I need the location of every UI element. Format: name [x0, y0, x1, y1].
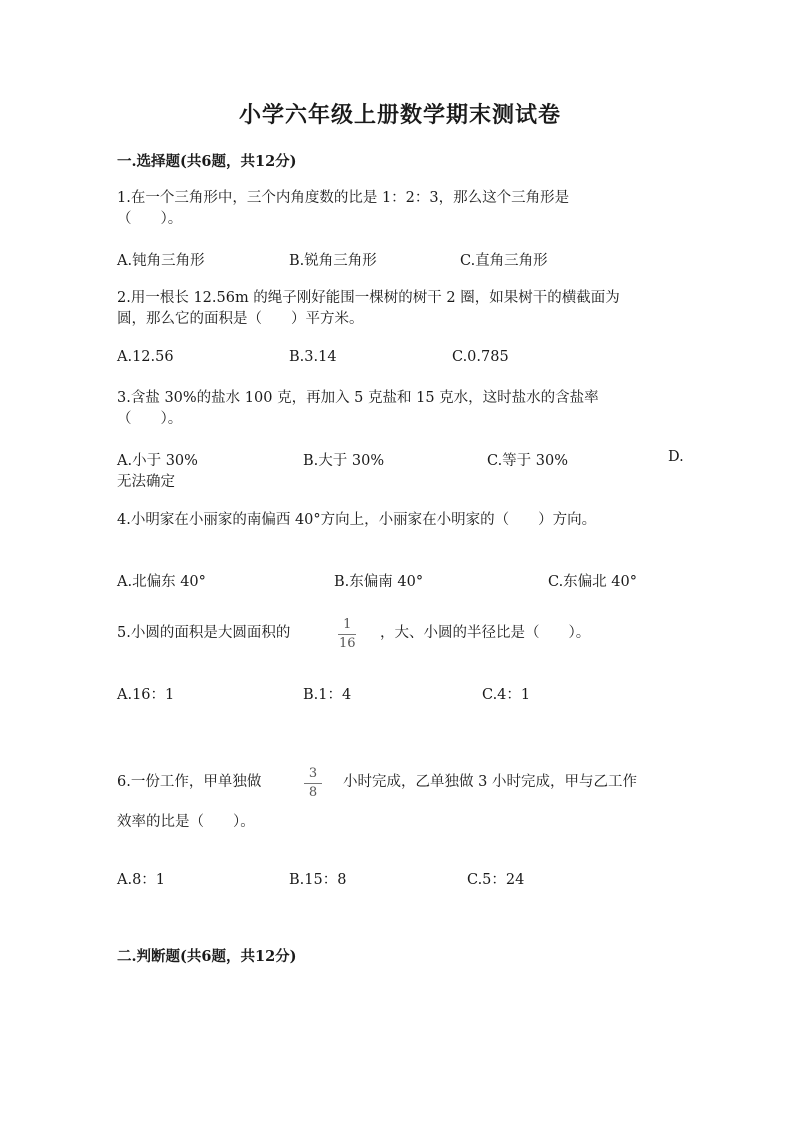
question-3-line-1: 3.含盐 30%的盐水 100 克，再加入 5 克盐和 15 克水，这时盐水的含盐率 — [117, 390, 599, 406]
question-5-prefix: 5.小圆的面积是大圆面积的 — [117, 625, 291, 641]
question-6-option-c: C.5：24 — [467, 872, 525, 888]
page-title: 小学六年级上册数学期末测试卷 — [238, 102, 561, 128]
fraction-denominator: 8 — [308, 785, 318, 800]
question-6-line-2: 效率的比是（ ）。 — [117, 814, 255, 830]
question-5-option-c: C.4：1 — [482, 687, 531, 703]
question-2-option-c: C.0.785 — [452, 349, 509, 365]
question-1-option-b: B.锐角三角形 — [289, 253, 377, 269]
question-4-option-c: C.东偏北 40° — [548, 574, 637, 590]
question-2-option-a: A.12.56 — [117, 349, 174, 365]
question-2-line-2: 圆，那么它的面积是（ ）平方米。 — [117, 311, 364, 327]
question-5-suffix: ，大、小圆的半径比是（ ）。 — [380, 625, 591, 641]
question-3-option-a: A.小于 30% — [117, 453, 198, 469]
question-4-option-a: A.北偏东 40° — [117, 574, 206, 590]
question-5-option-a: A.16：1 — [117, 687, 175, 703]
question-6-suffix: 小时完成，乙单独做 3 小时完成，甲与乙工作 — [343, 774, 637, 790]
fraction-numerator: 3 — [308, 766, 318, 781]
question-5-option-b: B.1：4 — [303, 687, 352, 703]
fraction-numerator: 1 — [343, 617, 352, 632]
question-3-option-d-text: 无法确定 — [117, 474, 175, 490]
question-3-option-b: B.大于 30% — [303, 453, 385, 469]
question-1-line-1: 1.在一个三角形中，三个内角度数的比是 1：2：3，那么这个三角形是 — [117, 190, 570, 206]
fraction-bar — [338, 634, 356, 635]
question-6-fraction — [304, 767, 322, 800]
question-3-line-2: （ ）。 — [117, 411, 183, 427]
question-6-prefix: 6.一份工作，甲单独做 — [117, 774, 262, 790]
section-heading-true-false: 二.判断题(共6题，共12分) — [117, 948, 297, 965]
section-heading-choice: 一.选择题(共6题，共12分) — [117, 153, 297, 170]
question-2-option-b: B.3.14 — [289, 349, 337, 365]
question-2-line-1: 2.用一根长 12.56m 的绳子刚好能围一棵树的树干 2 圈，如果树干的横截面为 — [117, 290, 620, 306]
question-6-option-b: B.15：8 — [289, 872, 347, 888]
question-3-option-c: C.等于 30% — [487, 453, 569, 469]
question-1-line-2: （ ）。 — [117, 211, 183, 227]
question-3-option-d: D. — [668, 449, 684, 465]
question-6-option-a: A.8：1 — [117, 872, 166, 888]
question-1-option-a: A.钝角三角形 — [117, 253, 205, 269]
fraction-bar — [304, 783, 322, 784]
question-4-option-b: B.东偏南 40° — [334, 574, 424, 590]
question-5-fraction — [337, 618, 358, 651]
question-4-line-1: 4.小明家在小丽家的南偏西 40°方向上，小丽家在小明家的（ ）方向。 — [117, 512, 597, 528]
fraction-denominator: 16 — [339, 636, 356, 651]
question-1-option-c: C.直角三角形 — [460, 253, 548, 269]
